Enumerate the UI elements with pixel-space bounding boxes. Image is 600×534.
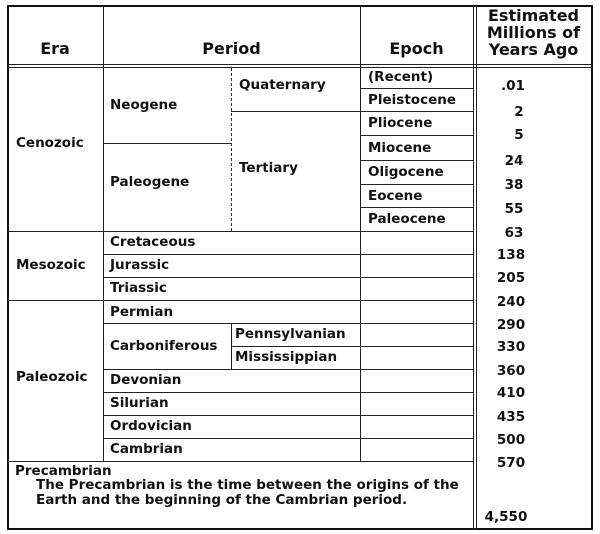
years-value: 2 (514, 104, 524, 120)
years-value: 435 (496, 409, 526, 425)
period-permian: Permian (110, 304, 174, 320)
years-value: 38 (504, 177, 524, 193)
epoch-miocene: Miocene (368, 140, 432, 156)
period-silurian: Silurian (110, 395, 169, 411)
years-value: 63 (504, 225, 524, 241)
epoch-rule-6 (360, 207, 473, 208)
epoch-eocene: Eocene (368, 188, 423, 204)
header-years-line2: Millions of (486, 23, 581, 42)
header-rule-2 (7, 67, 593, 68)
paleozoic-bottom-rule (7, 461, 473, 462)
period-pennsylvanian: Pennsylvanian (235, 326, 346, 342)
devonian-bottom-rule (103, 392, 473, 393)
cretaceous-bottom-rule (103, 254, 473, 255)
header-era: Era (40, 39, 70, 58)
years-value: 55 (504, 201, 524, 217)
period-cretaceous: Cretaceous (110, 234, 196, 250)
period-carboniferous: Carboniferous (110, 338, 218, 354)
epoch-rule-1 (360, 88, 473, 89)
header-years-line3: Years Ago (488, 40, 579, 59)
permian-bottom-rule (103, 323, 473, 324)
silurian-bottom-rule (103, 415, 473, 416)
ordovician-bottom-rule (103, 438, 473, 439)
period-devonian: Devonian (110, 372, 182, 388)
period-jurassic: Jurassic (110, 257, 170, 273)
period-dashed-rule (231, 68, 232, 231)
years-value: 570 (496, 455, 526, 471)
period-tertiary: Tertiary (239, 160, 298, 176)
epoch-paleocene: Paleocene (368, 211, 446, 227)
table-border-right (591, 5, 593, 530)
period-triassic: Triassic (110, 280, 167, 296)
neogene-bottom-rule (103, 143, 231, 144)
table-border-bottom (7, 528, 593, 530)
header-rule (7, 64, 593, 65)
carboniferous-bottom-rule (103, 369, 473, 370)
era-paleozoic: Paleozoic (16, 369, 88, 385)
era-cenozoic: Cenozoic (16, 135, 84, 151)
precambrian-note-text: The Precambrian is the time between the origins of the Earth and the beginning of the Cambrian period. (36, 477, 459, 508)
years-value: .01 (501, 78, 525, 94)
epoch-rule-4 (360, 160, 473, 161)
period-quaternary: Quaternary (239, 77, 326, 93)
years-value: 290 (496, 317, 526, 333)
epoch-rule-2 (360, 111, 473, 112)
epoch-pleistocene: Pleistocene (368, 92, 456, 108)
pennsylvanian-bottom-rule (231, 346, 473, 347)
years-value: 500 (496, 432, 526, 448)
era-mesozoic: Mesozoic (16, 257, 86, 273)
period-ordovician: Ordovician (110, 418, 192, 434)
years-value: 205 (496, 270, 526, 286)
years-value: 24 (504, 153, 524, 169)
years-value: 360 (496, 363, 526, 379)
years-value: 240 (496, 294, 526, 310)
mesozoic-bottom-rule (7, 300, 473, 301)
period-neogene: Neogene (110, 97, 178, 113)
cenozoic-bottom-rule (7, 231, 473, 232)
period-cambrian: Cambrian (110, 441, 183, 457)
header-period: Period (202, 39, 261, 58)
quaternary-bottom-rule (231, 111, 360, 112)
epoch-recent: (Recent) (368, 69, 434, 85)
geologic-time-table (7, 5, 593, 530)
epoch-pliocene: Pliocene (368, 115, 433, 131)
years-value: 330 (496, 339, 526, 355)
period-paleogene: Paleogene (110, 174, 190, 190)
header-epoch: Epoch (389, 39, 444, 58)
period-mississippian: Mississippian (235, 349, 338, 365)
header-years-line1: Estimated (487, 6, 579, 25)
jurassic-bottom-rule (103, 277, 473, 278)
years-value: 410 (496, 385, 526, 401)
epoch-oligocene: Oligocene (368, 164, 444, 180)
era-precambrian: Precambrian (15, 463, 112, 479)
years-value: 4,550 (484, 509, 528, 525)
precambrian-note (36, 478, 461, 508)
years-value: 5 (514, 127, 524, 143)
epoch-rule-3 (360, 135, 473, 136)
epoch-rule-5 (360, 184, 473, 185)
years-value: 138 (496, 247, 526, 263)
table-border-left (7, 5, 9, 530)
